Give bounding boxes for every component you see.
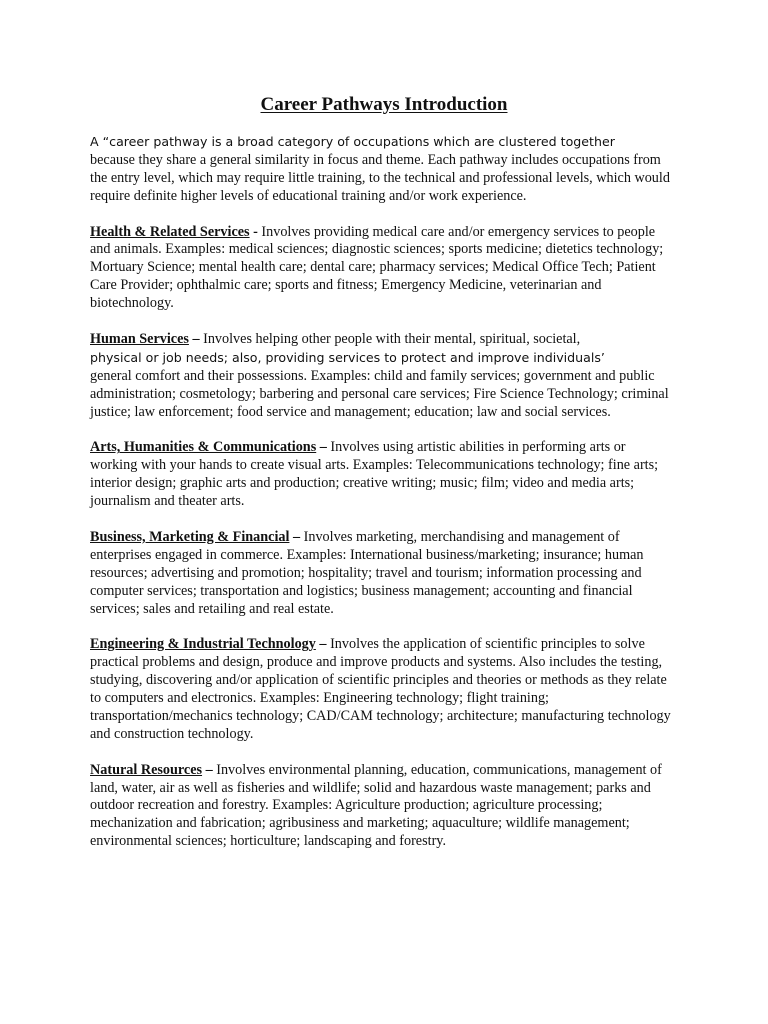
- pathway-separator: –: [315, 636, 331, 653]
- pathway-term: Natural Resources: [90, 761, 203, 778]
- pathway-business: [90, 529, 675, 619]
- pathway-natural-resources: [90, 762, 675, 852]
- pathway-description: Involves using artistic abilities in performing arts or working with your hands to create visual arts. Examples: Telecommunications technology; fine arts; interior design; graphic arts and production; creative writing; music; film; video and media arts; journalism and theater arts.: [90, 439, 659, 510]
- pathway-description-sans-line: physical or job needs; also, providing services to protect and improve individuals’: [90, 349, 605, 365]
- pathway-arts: [90, 439, 675, 511]
- pathway-term: Business, Marketing & Financial: [90, 528, 290, 545]
- pathway-description: Involves providing medical care and/or emergency services to people and animals. Examples: medical sciences; diagnostic sciences; sports medicine; dietetics technology; Mortuary Science; mental health care; dental care; pharmacy services; Medical Office Tech; Patient Care Provider; ophthalmic care; sports and fitness; Emergency Medicine, veterinarian and biotechnology.: [90, 223, 664, 312]
- intro-first-line: A “career pathway is a broad category of occupations which are clustered together: [90, 134, 615, 149]
- page-title: Career Pathways Introduction: [260, 94, 508, 115]
- pathway-description: Involves helping other people with their mental, spiritual, societal,: [203, 330, 581, 347]
- pathway-separator: -: [249, 223, 262, 240]
- pathway-term: Health & Related Services: [90, 223, 250, 240]
- pathway-term: Arts, Humanities & Communications: [90, 439, 317, 456]
- pathway-term: Engineering & Industrial Technology: [90, 636, 316, 653]
- pathway-separator: –: [188, 330, 204, 347]
- intro-paragraph: [90, 133, 675, 206]
- pathway-description: general comfort and their possessions. Examples: child and family services; government and public administration; cosmetology; barbering and personal care services; Fire Science Technology; criminal justice; law enforcement; food service and management; education; law and social services.: [90, 367, 669, 420]
- pathway-description: Involves marketing, merchandising and management of enterprises engaged in commerce. Examples: International business/marketing; insurance; human resources; advertising and promotion; hospitality; travel and tourism; information processing and computer services; transportation and logistics; business management; accounting and financial services; sales and retailing and real estate.: [90, 528, 644, 617]
- pathway-separator: –: [289, 528, 304, 545]
- pathway-description: Involves the application of scientific principles to solve practical problems and design, produce and improve products and systems. Also includes the testing, studying, discovering and/or application of scientific principles and theories or methods as they relate to computers and electronics. Examples: Engineering technology; flight training; transportation/mechanics technology; CAD/CAM technology; architecture; manufacturing technology and construction technology.: [90, 636, 671, 742]
- pathway-separator: –: [316, 439, 331, 456]
- document-body: [90, 133, 675, 869]
- intro-rest: because they share a general similarity in focus and theme. Each pathway includes occupations from the entry level, which may require little training, to the technical and professional levels, which would require definite higher levels of educational training and/or work experience.: [90, 151, 670, 204]
- pathway-term: Human Services: [90, 330, 189, 347]
- pathway-engineering: [90, 636, 675, 743]
- pathway-human-services: [90, 331, 675, 422]
- pathway-health: [90, 224, 675, 314]
- pathway-separator: –: [202, 761, 217, 778]
- pathway-description: Involves environmental planning, education, communications, management of land, water, air as well as fisheries and wildlife; solid and hazardous waste management; parks and outdoor recreation and forestry. Examples: Agriculture production; agriculture processing; mechanization and fabrication; agribusiness and marketing; aquaculture; wildlife management; environmental sciences; horticulture; landscaping and forestry.: [90, 761, 662, 850]
